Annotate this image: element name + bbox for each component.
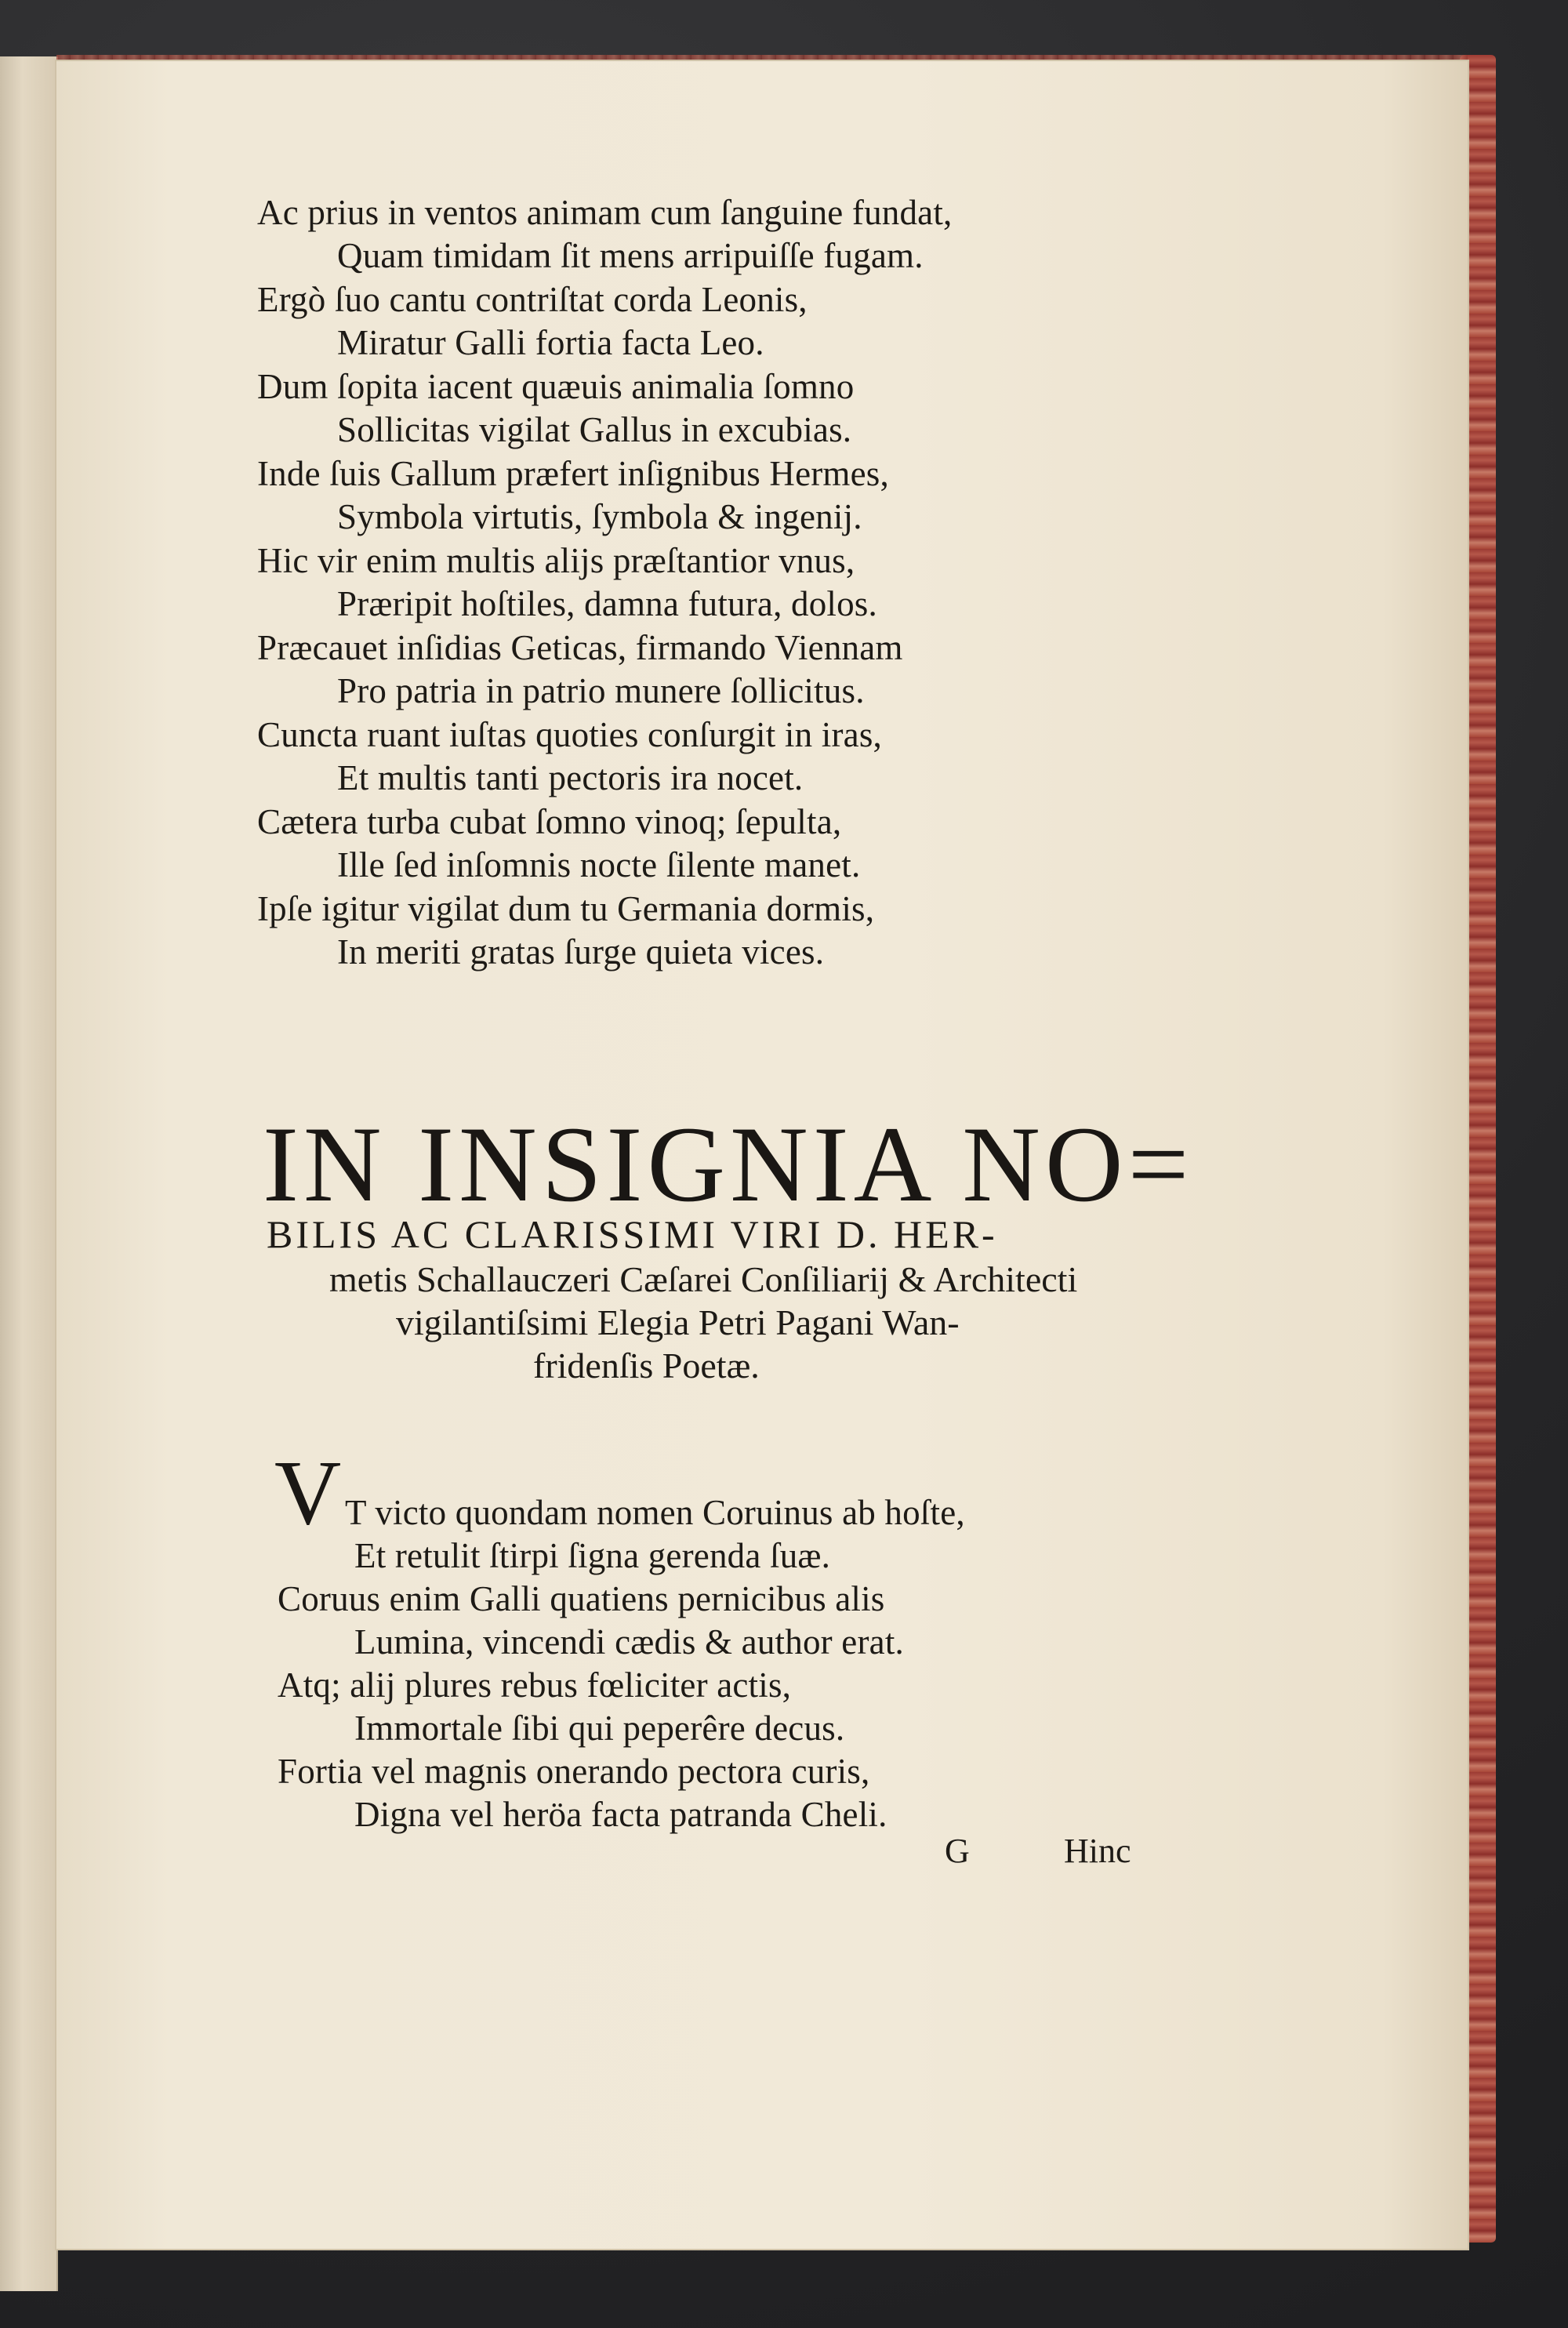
verse-line: Præcauet inſidias Geticas, firmando Viennam	[257, 628, 903, 667]
verse-line: Dum ſopita iacent quæuis animalia ſomno	[257, 367, 855, 406]
verse-line: Atq; alij plures rebus fœliciter actis,	[278, 1665, 792, 1705]
verse-line: Præripit hoſtiles, damna futura, dolos.	[337, 584, 877, 623]
verse-line: Coruus enim Galli quatiens pernicibus alis	[278, 1579, 885, 1618]
verse-line: Ergò ſuo cantu contriſtat corda Leonis,	[257, 280, 808, 319]
verse-line: Hic vir enim multis alijs præſtantior vnus,	[257, 541, 855, 580]
verse-line: Ac prius in ventos animam cum ſanguine fundat,	[257, 193, 953, 232]
signature-mark: G	[945, 1832, 970, 1870]
verse-line: Quam timidam ſit mens arripuiſſe fugam.	[337, 236, 924, 275]
verse-line: Cuncta ruant iuſtas quoties conſurgit in iras,	[257, 715, 882, 754]
heading-line-4: vigilantiſsimi Elegia Petri Pagani Wan-	[396, 1302, 960, 1342]
verse-line: Pro patria in patrio munere ſollicitus.	[337, 671, 865, 710]
verse-line: Et multis tanti pectoris ira nocet.	[337, 758, 804, 797]
verse-line: Miratur Galli fortia facta Leo.	[337, 323, 764, 362]
verse-line: Sollicitas vigilat Gallus in excubias.	[337, 410, 852, 449]
verse-line: Immortale ſibi qui peperêre decus.	[354, 1709, 845, 1748]
heading-line-2: BILIS AC CLARISSIMI VIRI D. HER-	[267, 1212, 998, 1256]
heading-line-3: metis Schallauczeri Cæſarei Conſiliarij & Architecti	[329, 1259, 1078, 1299]
catchword: Hinc	[1064, 1832, 1131, 1870]
heading-line-5: fridenſis Poetæ.	[533, 1346, 760, 1386]
previous-page-edge	[0, 56, 58, 2291]
verse-line: Inde ſuis Gallum præfert inſignibus Hermes,	[257, 454, 889, 493]
verse-line: Symbola virtutis, ſymbola & ingenij.	[337, 497, 862, 536]
verse-line: Ipſe igitur vigilat dum tu Germania dormis,	[257, 889, 875, 928]
verse-line: Fortia vel magnis onerando pectora curis,	[278, 1752, 870, 1791]
verse-line: Ille ſed inſomnis nocte ſilente manet.	[337, 845, 861, 884]
verse-line: In meriti gratas ſurge quieta vices.	[337, 932, 825, 972]
verse-line: Cætera turba cubat ſomno vinoq; ſepulta,	[257, 802, 842, 841]
verse-line: Digna vel heröa facta patranda Cheli.	[354, 1795, 887, 1834]
verse-line: T victo quondam nomen Coruinus ab hoſte,	[345, 1493, 965, 1532]
heading-title: IN INSIGNIA NO=	[263, 1104, 1194, 1224]
drop-cap: V	[274, 1441, 342, 1544]
verse-line: Et retulit ſtirpi ſigna gerenda ſuæ.	[354, 1536, 831, 1575]
verse-line: Lumina, vincendi cædis & author erat.	[354, 1622, 904, 1662]
